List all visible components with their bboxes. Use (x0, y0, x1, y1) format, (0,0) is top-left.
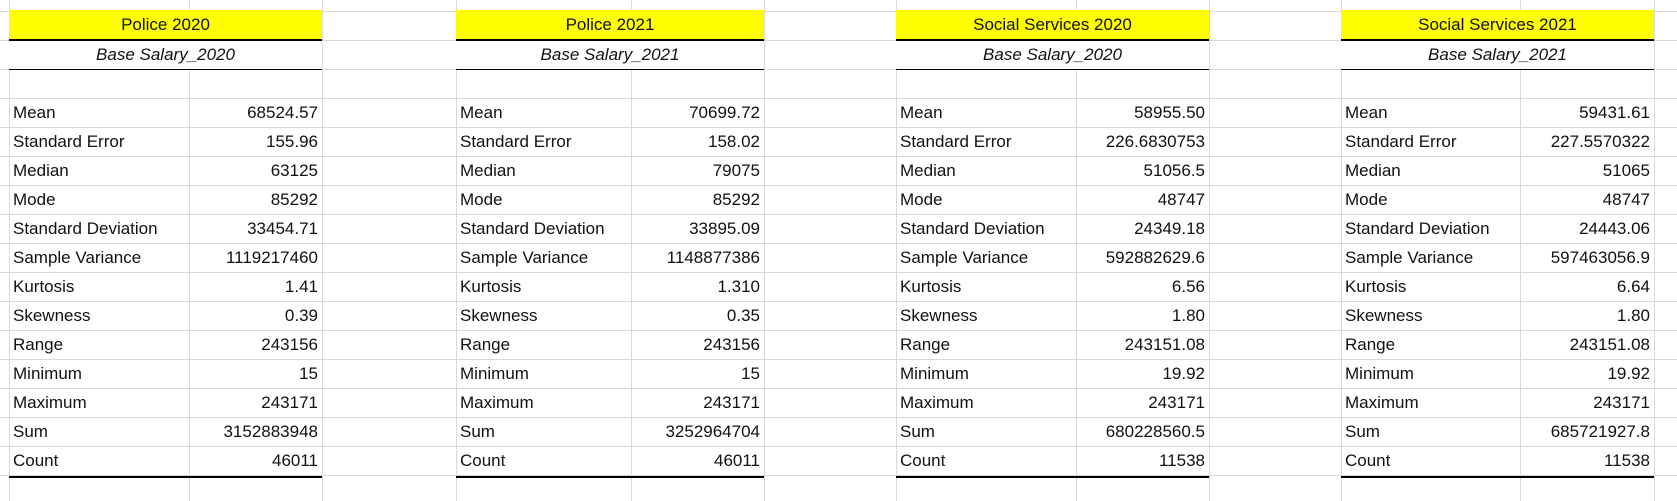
stat-value-cell[interactable]: 46011 (713, 451, 760, 470)
table-row (1341, 272, 1654, 301)
stat-label-cell[interactable]: Sample Variance (460, 248, 589, 267)
stat-value-cell[interactable]: 1119217460 (225, 248, 318, 267)
stat-label-cell[interactable]: Count (460, 451, 506, 470)
table-row (896, 127, 1209, 156)
stat-value-cell[interactable]: 243171 (703, 393, 760, 412)
stat-label-cell[interactable]: Maximum (13, 393, 87, 412)
table-row (896, 156, 1209, 185)
table-subtitle[interactable]: Base Salary_2020 (896, 41, 1209, 70)
stat-label-cell[interactable]: Sample Variance (13, 248, 142, 267)
table-bottom-border (9, 476, 322, 478)
table-row (9, 272, 322, 301)
stat-label-cell[interactable]: Sum (460, 422, 495, 441)
table-row (9, 243, 322, 272)
table-row (1341, 446, 1654, 475)
stat-label-cell[interactable]: Minimum (460, 364, 529, 383)
table-row (896, 214, 1209, 243)
stat-value-cell[interactable]: 51065 (1602, 161, 1650, 180)
table-row (1341, 185, 1654, 214)
stat-label-cell[interactable]: Mean (1345, 103, 1388, 122)
table-row (1341, 156, 1654, 185)
table-row (456, 243, 764, 272)
table-row (456, 330, 764, 359)
stat-label-cell[interactable]: Maximum (460, 393, 534, 412)
stat-label-cell[interactable]: Range (460, 335, 511, 354)
stat-value-cell[interactable]: 6.56 (1171, 277, 1205, 296)
table-row (456, 301, 764, 330)
stat-value-cell[interactable]: 48747 (1602, 190, 1650, 209)
stat-value-cell[interactable]: 155.96 (266, 132, 318, 151)
stat-label-cell[interactable]: Standard Error (900, 132, 1012, 151)
table-title[interactable]: Social Services 2021 (1341, 10, 1654, 41)
stat-value-cell[interactable]: 11538 (1158, 451, 1205, 470)
stat-value-cell[interactable]: 51056.5 (1143, 161, 1205, 180)
table-row (896, 330, 1209, 359)
stat-label-cell[interactable]: Sample Variance (900, 248, 1029, 267)
stat-value-cell[interactable]: 59431.61 (1579, 103, 1650, 122)
stat-value-cell[interactable]: 6.64 (1616, 277, 1650, 296)
table-row (456, 388, 764, 417)
stat-label-cell[interactable]: Mode (13, 190, 56, 209)
stat-value-cell[interactable]: 3152883948 (223, 422, 318, 441)
table-row (9, 98, 322, 127)
stat-label-cell[interactable]: Mean (13, 103, 56, 122)
stat-value-cell[interactable]: 1148877386 (666, 248, 760, 267)
stat-value-cell[interactable]: 24443.06 (1579, 219, 1650, 238)
stat-value-cell[interactable]: 243156 (261, 335, 318, 354)
stat-value-cell[interactable]: 11538 (1603, 451, 1650, 470)
stat-value-cell[interactable]: 680228560.5 (1105, 422, 1205, 441)
stat-value-cell[interactable]: 19.92 (1607, 364, 1650, 383)
stat-label-cell[interactable]: Range (900, 335, 951, 354)
stats-table-social-services-2021 (1341, 0, 1654, 501)
table-row (1341, 127, 1654, 156)
table-bottom-border (896, 476, 1209, 478)
table-subtitle[interactable]: Base Salary_2020 (9, 41, 322, 70)
stats-table-police-2021 (456, 0, 764, 501)
stat-label-cell[interactable]: Mode (1345, 190, 1388, 209)
stat-value-cell[interactable]: 1.310 (717, 277, 760, 296)
stat-label-cell[interactable]: Median (900, 161, 956, 180)
table-subtitle[interactable]: Base Salary_2021 (456, 41, 764, 70)
stat-value-cell[interactable]: 1.41 (284, 277, 318, 296)
stat-value-cell[interactable]: 3252964704 (665, 422, 760, 441)
stat-label-cell[interactable]: Standard Deviation (13, 219, 158, 238)
stat-label-cell[interactable]: Standard Deviation (1345, 219, 1490, 238)
stat-value-cell[interactable]: 0.39 (284, 306, 318, 325)
stat-value-cell[interactable]: 243171 (1593, 393, 1650, 412)
table-title[interactable]: Police 2020 (9, 10, 322, 41)
stat-value-cell[interactable]: 15 (741, 364, 760, 383)
stat-value-cell[interactable]: 85292 (712, 190, 760, 209)
table-row (9, 301, 322, 330)
stat-value-cell[interactable]: 46011 (271, 451, 318, 470)
stat-label-cell[interactable]: Range (13, 335, 64, 354)
table-title[interactable]: Police 2021 (456, 10, 764, 41)
stat-value-cell[interactable]: 33895.09 (689, 219, 760, 238)
stat-label-cell[interactable]: Skewness (13, 306, 91, 325)
table-row (896, 243, 1209, 272)
stat-label-cell[interactable]: Standard Deviation (900, 219, 1045, 238)
stat-label-cell[interactable]: Maximum (900, 393, 974, 412)
table-row (9, 359, 322, 388)
stat-value-cell[interactable]: 1.80 (1616, 306, 1650, 325)
table-row (456, 185, 764, 214)
table-title[interactable]: Social Services 2020 (896, 10, 1209, 41)
stat-value-cell[interactable]: 597463056.9 (1550, 248, 1650, 267)
stat-value-cell[interactable]: 243151.08 (1569, 335, 1650, 354)
stat-value-cell[interactable]: 79075 (712, 161, 760, 180)
stat-label-cell[interactable]: Mode (900, 190, 943, 209)
stat-label-cell[interactable]: Count (13, 451, 59, 470)
stat-value-cell[interactable]: 63125 (270, 161, 318, 180)
gridline-vertical (1654, 0, 1655, 501)
stat-label-cell[interactable]: Sample Variance (1345, 248, 1474, 267)
stat-value-cell[interactable]: 24349.18 (1134, 219, 1205, 238)
stat-value-cell[interactable]: 243171 (261, 393, 318, 412)
stat-label-cell[interactable]: Sum (1345, 422, 1380, 441)
stat-label-cell[interactable]: Mean (900, 103, 943, 122)
stat-label-cell[interactable]: Count (900, 451, 946, 470)
stat-label-cell[interactable]: Standard Error (460, 132, 572, 151)
table-row (896, 417, 1209, 446)
stat-value-cell[interactable]: 70699.72 (689, 103, 760, 122)
stat-value-cell[interactable]: 68524.57 (247, 103, 318, 122)
table-subtitle[interactable]: Base Salary_2021 (1341, 41, 1654, 70)
stat-label-cell[interactable]: Maximum (1345, 393, 1419, 412)
stat-value-cell[interactable]: 227.5570322 (1550, 132, 1650, 151)
stat-value-cell[interactable]: 158.02 (708, 132, 760, 151)
table-row (896, 359, 1209, 388)
stat-label-cell[interactable]: Median (13, 161, 69, 180)
stat-label-cell[interactable]: Skewness (900, 306, 978, 325)
stats-table-police-2020 (9, 0, 322, 501)
table-row (456, 359, 764, 388)
stat-value-cell[interactable]: 243171 (1148, 393, 1205, 412)
gridline-vertical (764, 0, 765, 501)
stat-label-cell[interactable]: Skewness (1345, 306, 1423, 325)
table-row (896, 446, 1209, 475)
table-row (9, 156, 322, 185)
stat-label-cell[interactable]: Minimum (13, 364, 82, 383)
stat-value-cell[interactable]: 15 (299, 364, 318, 383)
stat-value-cell[interactable]: 0.35 (726, 306, 760, 325)
table-row (9, 446, 322, 475)
table-row (9, 330, 322, 359)
table-row (896, 388, 1209, 417)
stat-value-cell[interactable]: 243156 (703, 335, 760, 354)
table-row (9, 388, 322, 417)
stat-value-cell[interactable]: 226.6830753 (1105, 132, 1205, 151)
stat-label-cell[interactable]: Kurtosis (13, 277, 75, 296)
table-row (456, 417, 764, 446)
stat-label-cell[interactable]: Median (1345, 161, 1401, 180)
stat-label-cell[interactable]: Skewness (460, 306, 538, 325)
stat-label-cell[interactable]: Minimum (1345, 364, 1414, 383)
table-row (9, 127, 322, 156)
stat-value-cell[interactable]: 33454.71 (247, 219, 318, 238)
stat-label-cell[interactable]: Mode (460, 190, 503, 209)
table-row (1341, 417, 1654, 446)
table-row (456, 214, 764, 243)
table-row (1341, 98, 1654, 127)
stat-value-cell[interactable]: 19.92 (1162, 364, 1205, 383)
stat-value-cell[interactable]: 48747 (1157, 190, 1205, 209)
stat-value-cell[interactable]: 243151.08 (1124, 335, 1205, 354)
table-row (1341, 301, 1654, 330)
gridline-vertical (1209, 0, 1210, 501)
table-row (1341, 243, 1654, 272)
stat-label-cell[interactable]: Standard Deviation (460, 219, 605, 238)
table-row (896, 272, 1209, 301)
table-row (1341, 214, 1654, 243)
stat-value-cell[interactable]: 85292 (270, 190, 318, 209)
table-row (456, 446, 764, 475)
table-row (1341, 388, 1654, 417)
stat-label-cell[interactable]: Standard Error (1345, 132, 1457, 151)
table-row (456, 156, 764, 185)
table-row (456, 127, 764, 156)
stat-label-cell[interactable]: Count (1345, 451, 1391, 470)
table-row (896, 185, 1209, 214)
stat-value-cell[interactable]: 58955.50 (1134, 103, 1205, 122)
table-row (1341, 359, 1654, 388)
table-row (896, 98, 1209, 127)
stat-label-cell[interactable]: Minimum (900, 364, 969, 383)
table-bottom-border (1341, 476, 1654, 478)
table-row (9, 417, 322, 446)
table-row (456, 272, 764, 301)
table-row (9, 214, 322, 243)
stat-value-cell[interactable]: 592882629.6 (1105, 248, 1205, 267)
stat-label-cell[interactable]: Kurtosis (900, 277, 962, 296)
stat-label-cell[interactable]: Standard Error (13, 132, 125, 151)
stat-label-cell[interactable]: Mean (460, 103, 503, 122)
stat-label-cell[interactable]: Sum (900, 422, 935, 441)
table-row (456, 98, 764, 127)
stat-value-cell[interactable]: 685721927.8 (1550, 422, 1650, 441)
stat-label-cell[interactable]: Sum (13, 422, 48, 441)
stats-table-social-services-2020 (896, 0, 1209, 501)
stat-label-cell[interactable]: Kurtosis (1345, 277, 1407, 296)
stat-label-cell[interactable]: Range (1345, 335, 1396, 354)
table-bottom-border (456, 476, 764, 478)
table-row (1341, 330, 1654, 359)
table-row (9, 185, 322, 214)
stat-value-cell[interactable]: 1.80 (1171, 306, 1205, 325)
table-row (896, 301, 1209, 330)
gridline-vertical (322, 0, 323, 501)
stat-label-cell[interactable]: Median (460, 161, 516, 180)
stat-label-cell[interactable]: Kurtosis (460, 277, 522, 296)
